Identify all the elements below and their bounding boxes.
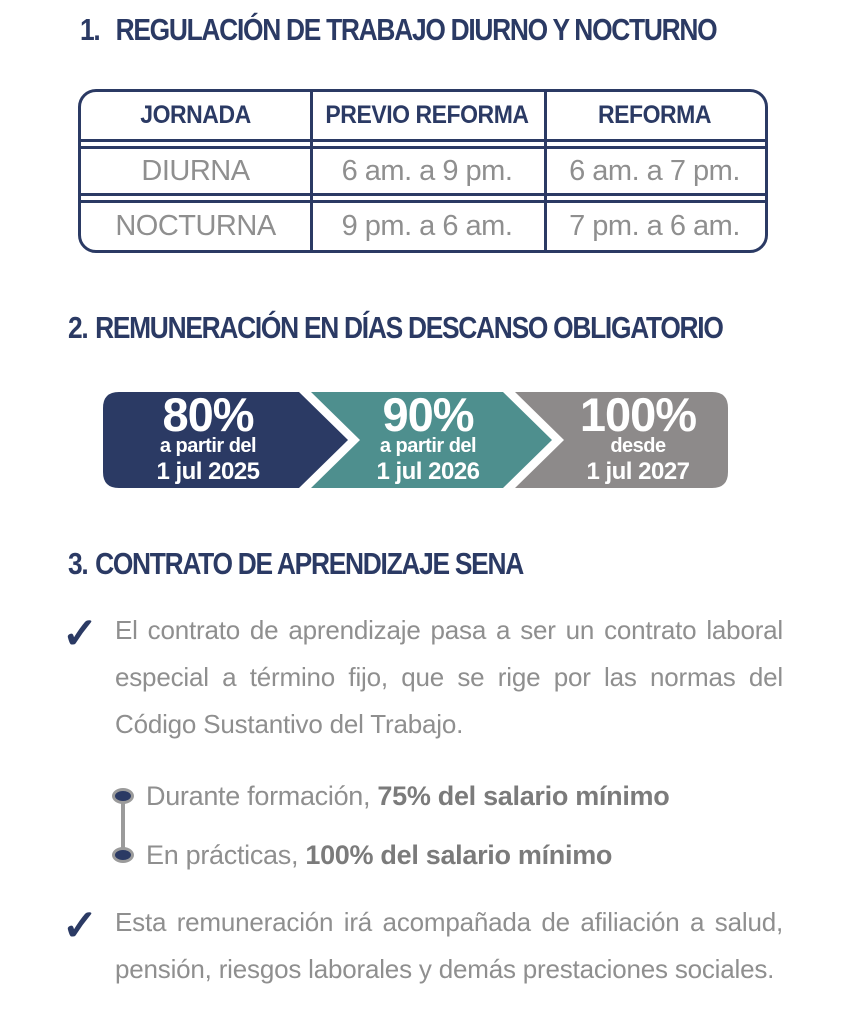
section-title-text: CONTRATO DE APRENDIZAJE SENA [95,546,523,581]
list-item-plain: Durante formación, [146,780,378,811]
list-item-plain: En prácticas, [146,839,306,870]
section-title-text: REGULACIÓN DE TRABAJO DIURNO Y NOCTURNO [115,12,717,47]
table-cell: 6 am. a 7 pm. [569,154,740,187]
section-3-title [68,546,676,582]
list-item-formacion [68,779,783,813]
table-row [81,200,765,250]
section-1-title [80,12,717,48]
step-percent: 100% [579,388,697,441]
jornada-table [78,89,768,253]
list-item-practicas [68,838,783,872]
table-cell: 9 pm. a 6 am. [341,210,513,242]
timeline-step-2027 [548,388,728,488]
check-item-text: El contrato de aprendizaje pasa a ser un contrato laboral especial a término fijo, que se rige por las normas del Código Sustantivo del Trabajo. [115,615,783,739]
column-header: PREVIO REFORMA [325,101,529,129]
step-percent: 90% [382,388,474,441]
column-header: REFORMA [597,101,712,129]
section-title-text: REMUNERACIÓN EN DÍAS DESCANSO OBLIGATORIO [95,310,723,345]
section-2-title [68,310,723,346]
check-item-text: Esta remuneración irá acompañada de afiliación a salud, pensión, riesgos laborales y demás prestaciones sociales. [115,907,783,984]
table-column-divider [310,92,313,250]
step-caption: a partir del [379,435,477,457]
section-number: 1. [80,12,100,47]
bullet-dot-icon [112,788,134,804]
step-percent: 80% [162,388,254,441]
step-date: 1 jul 2025 [156,458,260,485]
table-cell: NOCTURNA [115,210,276,242]
step-caption: desde [610,435,666,457]
step-date: 1 jul 2026 [376,458,480,485]
table-cell: 6 am. a 9 pm. [341,154,513,187]
salary-subitems [68,779,783,872]
check-icon: ✓ [62,902,99,950]
list-item-text [146,840,612,871]
check-item-contract [62,607,783,748]
table-header-row [81,92,765,142]
table-row [81,146,765,196]
column-header: JORNADA [140,101,251,129]
table-column-divider [544,92,547,250]
timeline-step-2026 [338,388,518,488]
list-item-bold: 75% del salario mínimo [377,780,670,811]
table-cell: 7 pm. a 6 am. [569,210,740,242]
list-item-text [146,781,669,812]
step-caption: a partir del [159,435,257,457]
step-date: 1 jul 2027 [586,458,690,485]
remuneration-timeline [103,388,728,488]
section-number: 2. [68,310,88,345]
bullet-dot-icon [112,847,134,863]
check-icon: ✓ [62,610,99,658]
timeline-step-2025 [111,388,305,488]
table-cell: DIURNA [141,154,250,187]
check-item-affiliation [62,899,783,993]
section-number: 3. [68,546,88,581]
list-item-bold: 100% del salario mínimo [305,839,613,870]
